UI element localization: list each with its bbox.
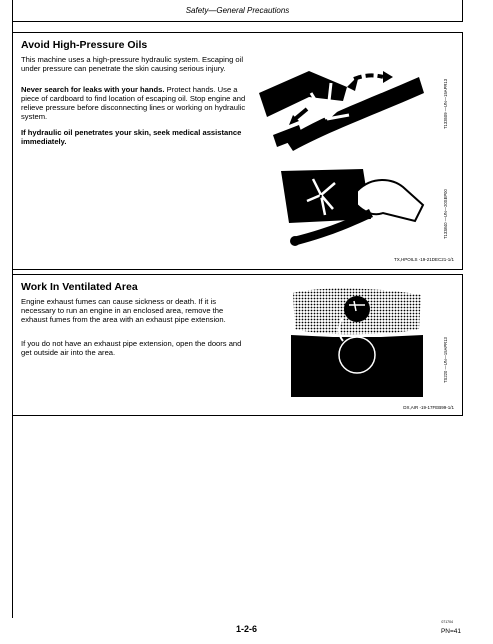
page-number: 1-2-6 — [235, 624, 257, 634]
illustration-code: T133840 —UN—20SEP00 — [443, 189, 448, 239]
section-ventilated-area — [12, 274, 463, 416]
section-paragraph: If hydraulic oil penetrates your skin, seek medical assistance immediately. — [21, 128, 242, 146]
paragraph-text: Protect hands. Use a piece of cardboard to find location of escaping oil. Stop engine and relieve pressure before disconnecting lines or working on hydraulic system. — [21, 85, 246, 121]
page-header-title: Safety—General Precautions — [185, 6, 290, 15]
section-paragraph — [21, 85, 251, 121]
section-paragraph: This machine uses a high-pressure hydraulic system. Escaping oil under pressure can penetrate the skin causing serious injury. — [21, 55, 244, 73]
section-paragraph: If you do not have an exhaust pipe extension, open the doors and get outside air into the area. — [21, 339, 242, 357]
section-paragraph: Engine exhaust fumes can cause sickness or death. If it is necessary to run an engine in an enclosed area, remove the exhaust fumes from the area with an exhaust pipe extension. — [21, 297, 226, 324]
section-title: Avoid High-Pressure Oils — [21, 39, 148, 51]
illustration-code: T133509 —UN—15APR13 — [443, 78, 448, 129]
document-reference: TX,HPOILS -19-21DEC21-1/1 — [393, 257, 454, 262]
cardboard-leak-check-illustration — [273, 165, 433, 249]
section-title: Work In Ventilated Area — [21, 281, 138, 293]
page-header — [12, 0, 463, 22]
warning-bold-text: Never search for leaks with your hands. — [21, 85, 165, 94]
document-reference: DX,AIR -19-17FEB99-1/1 — [403, 405, 454, 410]
print-code: 071704 — [441, 620, 453, 624]
exhaust-fumes-illustration — [283, 285, 435, 397]
illustration-code: TS220 —UN—15APR13 — [443, 337, 448, 383]
pn-number: PN=41 — [440, 628, 461, 635]
hand-spray-illustration — [259, 47, 429, 151]
section-high-pressure-oils — [12, 32, 463, 270]
